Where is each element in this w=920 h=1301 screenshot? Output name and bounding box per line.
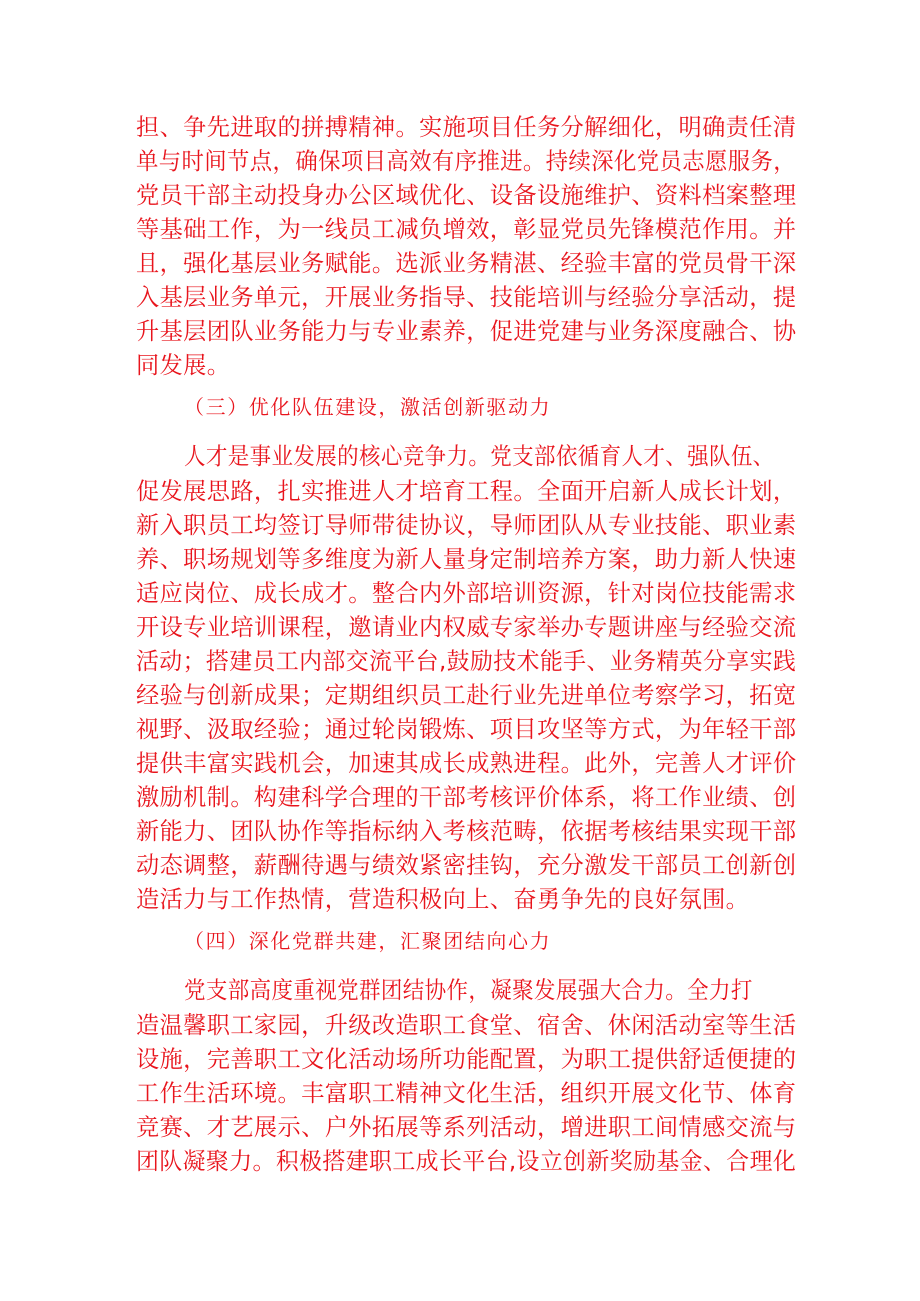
- text-line: 提供丰富实践机会，加速其成长成熟进程。此外，完善人才评价: [136, 750, 797, 777]
- text-line: 且，强化基层业务赋能。选派业务精湛、经验丰富的党员骨干深: [136, 250, 797, 277]
- text-line: 造温馨职工家园，升级改造职工食堂、宿舍、休闲活动室等生活: [136, 1012, 797, 1039]
- section-heading-3: （三）优化队伍建设，激活创新驱动力: [184, 395, 552, 419]
- text-line: 激励机制。构建科学合理的干部考核评价体系，将工作业绩、创: [136, 784, 797, 811]
- text-line: 视野、汲取经验；通过轮岗锻炼、项目攻坚等方式，为年轻干部: [136, 716, 797, 743]
- text-line: 同发展。: [136, 352, 231, 379]
- text-line: 团队凝聚力。积极搭建职工成长平台,设立创新奖励基金、合理化: [136, 1148, 797, 1175]
- text-line: 工作生活环境。丰富职工精神文化生活，组织开展文化节、体育: [136, 1080, 797, 1107]
- text-line: 开设专业培训课程，邀请业内权威专家举办专题讲座与经验交流: [136, 614, 797, 641]
- text-line: 适应岗位、成长成才。整合内外部培训资源，针对岗位技能需求: [136, 580, 797, 607]
- text-line: 造活力与工作热情，营造积极向上、奋勇争先的良好氛围。: [136, 886, 750, 913]
- text-line: 动态调整，薪酬待遇与绩效紧密挂钩，充分激发干部员工创新创: [136, 852, 797, 879]
- text-line: 入基层业务单元，开展业务指导、技能培训与经验分享活动，提: [136, 284, 797, 311]
- text-line: 经验与创新成果；定期组织员工赴行业先进单位考察学习，拓宽: [136, 682, 797, 709]
- text-line: 竞赛、才艺展示、户外拓展等系列活动，增进职工间情感交流与: [136, 1114, 797, 1141]
- text-line: 设施，完善职工文化活动场所功能配置，为职工提供舒适便捷的: [136, 1046, 797, 1073]
- text-line: 促发展思路，扎实推进人才培育工程。全面开启新人成长计划，: [136, 478, 797, 505]
- text-line: 新能力、团队协作等指标纳入考核范畴，依据考核结果实现干部: [136, 818, 797, 845]
- text-line: 党员干部主动投身办公区域优化、设备设施维护、资料档案整理: [136, 182, 797, 209]
- text-line: 等基础工作，为一线员工减负增效，彰显党员先锋模范作用。并: [136, 216, 797, 243]
- text-line: 党支部高度重视党群团结协作，凝聚发展强大合力。全力打: [184, 977, 753, 1004]
- section-heading-4: （四）深化党群共建，汇聚团结向心力: [184, 929, 552, 953]
- text-line: 养、职场规划等多维度为新人量身定制培养方案，助力新人快速: [136, 546, 797, 573]
- text-line: 单与时间节点，确保项目高效有序推进。持续深化党员志愿服务，: [136, 148, 797, 175]
- text-line: 新入职员工均签订导师带徒协议，导师团队从专业技能、职业素: [136, 512, 797, 539]
- text-line: 人才是事业发展的核心竞争力。党支部依循育人才、强队伍、: [184, 443, 775, 470]
- text-line: 升基层团队业务能力与专业素养，促进党建与业务深度融合、协: [136, 318, 797, 345]
- text-line: 担、争先进取的拼搏精神。实施项目任务分解细化，明确责任清: [136, 114, 797, 141]
- text-line: 活动；搭建员工内部交流平台,鼓励技术能手、业务精英分享实践: [136, 648, 797, 675]
